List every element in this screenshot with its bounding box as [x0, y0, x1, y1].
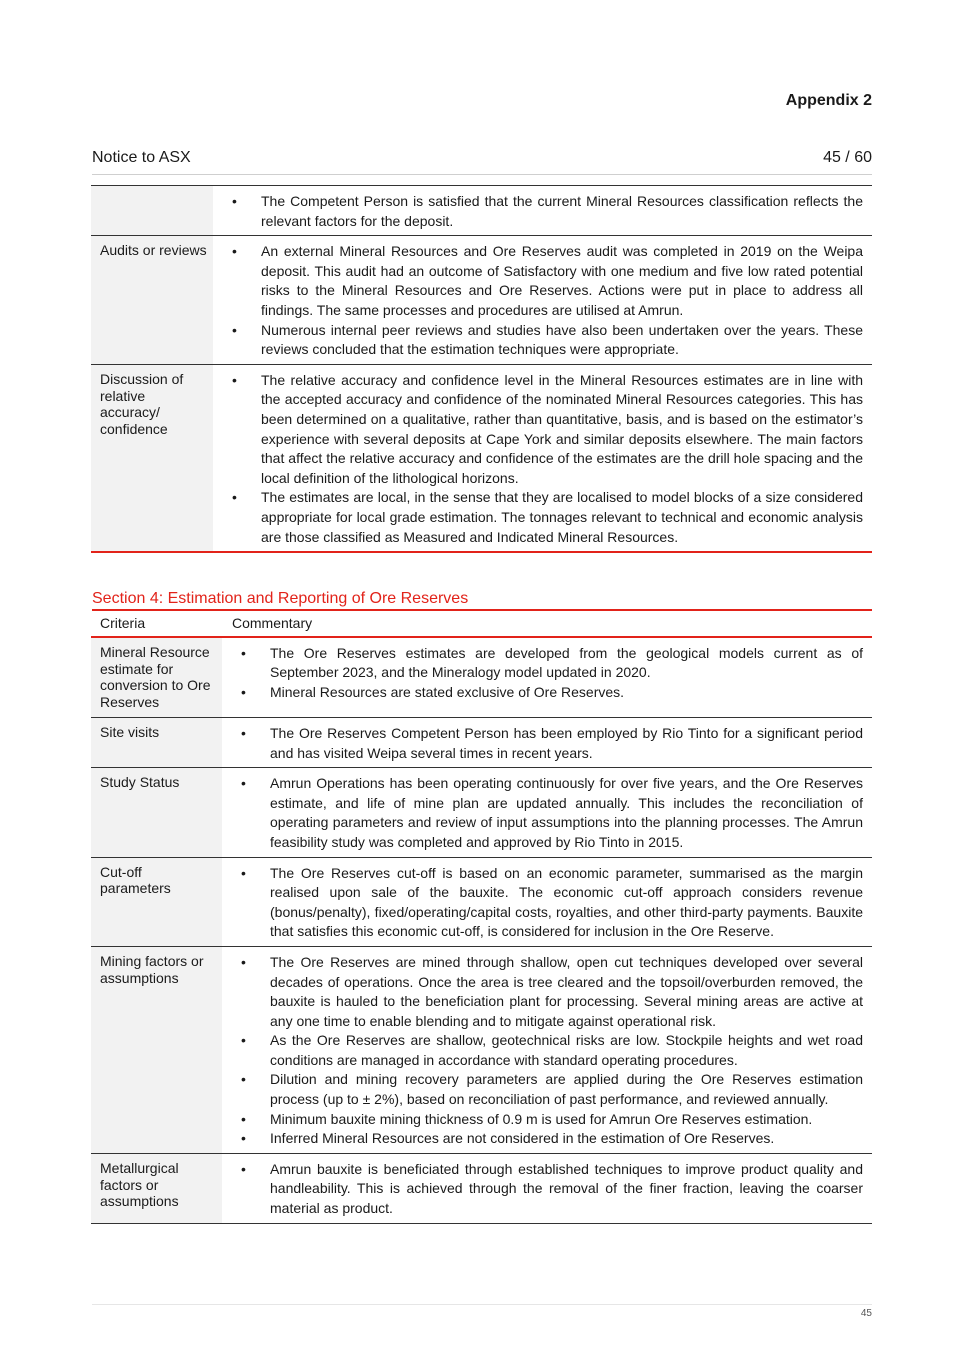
table-row — [91, 637, 872, 718]
footer-page-number: 45 — [860, 1308, 872, 1319]
criteria-cell — [91, 186, 213, 236]
bullet-item: • The Ore Reserves cut-off is based on an economic parameter, summarised as the margin realised upon sale of the bauxite. The economic cut-off approach considers revenue (bonus/penalty), fixed/operating/capital costs, royalties, and other third-party payments. Bauxite that satisfies this economic cut-off, is considered for inclusion in the Ore Reserve. — [222, 864, 863, 942]
commentary-cell — [222, 946, 872, 1153]
table-row — [91, 946, 872, 1153]
section4-table — [91, 611, 872, 1224]
commentary-cell — [222, 857, 872, 946]
criteria-cell: Mining factors or assumptions — [91, 946, 222, 1153]
header-title: Notice to ASX — [92, 149, 191, 166]
bullet-item: • The Ore Reserves estimates are developed from the geological models current as of September 2023, and the Mineralogy model updated in 2020. — [222, 644, 863, 683]
criteria-cell: Discussion of relative accuracy/ confidence — [91, 364, 213, 552]
table-row — [91, 236, 872, 365]
criteria-cell: Site visits — [91, 717, 222, 767]
bullet-item: • Amrun Operations has been operating continuously for over five years, and the Ore Reserves estimate, and life of mine plan are updated annually. This includes the reconciliation of operating parameters and review of input assumptions into the planning processes. The Amrun feasibility study was completed and approved by Rio Tinto in 2015. — [222, 774, 863, 852]
bullet-item: • The Competent Person is satisfied that the current Mineral Resources classification reflects the relevant factors for the deposit. — [213, 192, 863, 231]
criteria-cell: Audits or reviews — [91, 236, 213, 365]
page-header — [92, 149, 872, 175]
criteria-cell: Mineral Resource estimate for conversion to Ore Reserves — [91, 637, 222, 718]
commentary-cell — [222, 768, 872, 857]
bullet-item: • Numerous internal peer reviews and studies have also been undertaken over the years. These reviews concluded that the estimation techniques were appropriate. — [213, 321, 863, 360]
table-row — [91, 1153, 872, 1223]
bullet-item: • The estimates are local, in the sense that they are localised to model blocks of a size considered appropriate for local grade estimation. The tonnages relevant to technical and economic analysis are those classified as Measured and Indicated Mineral Resources. — [213, 488, 863, 547]
criteria-cell: Cut-off parameters — [91, 857, 222, 946]
bullet-item: • Amrun bauxite is beneficiated through established techniques to improve product quality and handleability. This is achieved through the removal of the finer fraction, leaving the coarser material as product. — [222, 1160, 863, 1219]
table-row — [91, 768, 872, 857]
bullet-item: • The Ore Reserves Competent Person has been employed by Rio Tinto for a significant period and has visited Weipa several times in recent years. — [222, 724, 863, 763]
bullet-item: • An external Mineral Resources and Ore Reserves audit was completed in 2019 on the Weipa deposit. This audit had an outcome of Satisfactory with one medium and five low rated potential risks to the Mineral Resources and Ore Reserves. Actions were put in place to address all findings. The same processes and procedures are utilised at Amrun. — [213, 242, 863, 320]
section3-continued-table — [91, 185, 872, 553]
criteria-cell: Metallurgical factors or assumptions — [91, 1153, 222, 1223]
appendix-label: Appendix 2 — [785, 92, 872, 109]
bullet-item: • The relative accuracy and confidence level in the Mineral Resources estimates are in line with the accepted accuracy and confidence of the nominated Mineral Resources categories. This has been determined on a qualitative, rather than quantitative, basis, and is based on the estimator’s experience with several deposits at Cape York and similar deposits elsewhere. The main factors that affect the relative accuracy and confidence of the estimates are the drill hole spacing and the local definition of the lithological horizons. — [213, 371, 863, 489]
bullet-item: • Inferred Mineral Resources are not considered in the estimation of Ore Reserves. — [222, 1129, 863, 1149]
bullet-item: • The Ore Reserves are mined through shallow, open cut techniques developed over several decades of operations. Once the area is tree cleared and the topsoil/overburden removed, the bauxite is hauled to the beneficiation plant for processing. Several mining areas are active at any one time to enable blending and to mitigate against operational risk. — [222, 953, 863, 1031]
commentary-cell — [222, 637, 872, 718]
header-page-count: 45 / 60 — [823, 149, 872, 166]
bullet-item: • Mineral Resources are stated exclusive of Ore Reserves. — [222, 683, 863, 703]
table-header-row — [91, 611, 872, 637]
section-4-title: Section 4: Estimation and Reporting of Ore Reserves — [92, 590, 872, 611]
commentary-cell — [213, 364, 872, 552]
commentary-column-header: Commentary — [222, 611, 872, 637]
bullet-item: • Minimum bauxite mining thickness of 0.9 m is used for Amrun Ore Reserves estimation. — [222, 1110, 863, 1130]
table-row — [91, 717, 872, 767]
criteria-column-header: Criteria — [91, 611, 222, 637]
commentary-cell — [213, 236, 872, 365]
footer-divider — [92, 1304, 872, 1305]
table-row — [91, 857, 872, 946]
bullet-item: • Dilution and mining recovery parameters are applied during the Ore Reserves estimation process (up to ± 2%), based on reconciliation of past performance, and reviewed annually. — [222, 1070, 863, 1109]
table-row — [91, 186, 872, 236]
criteria-cell: Study Status — [91, 768, 222, 857]
commentary-cell — [222, 717, 872, 767]
table-row — [91, 364, 872, 552]
commentary-cell — [213, 186, 872, 236]
commentary-cell — [222, 1153, 872, 1223]
bullet-item: • As the Ore Reserves are shallow, geotechnical risks are low. Stockpile heights and wet road conditions are managed in accordance with standard operating procedures. — [222, 1031, 863, 1070]
